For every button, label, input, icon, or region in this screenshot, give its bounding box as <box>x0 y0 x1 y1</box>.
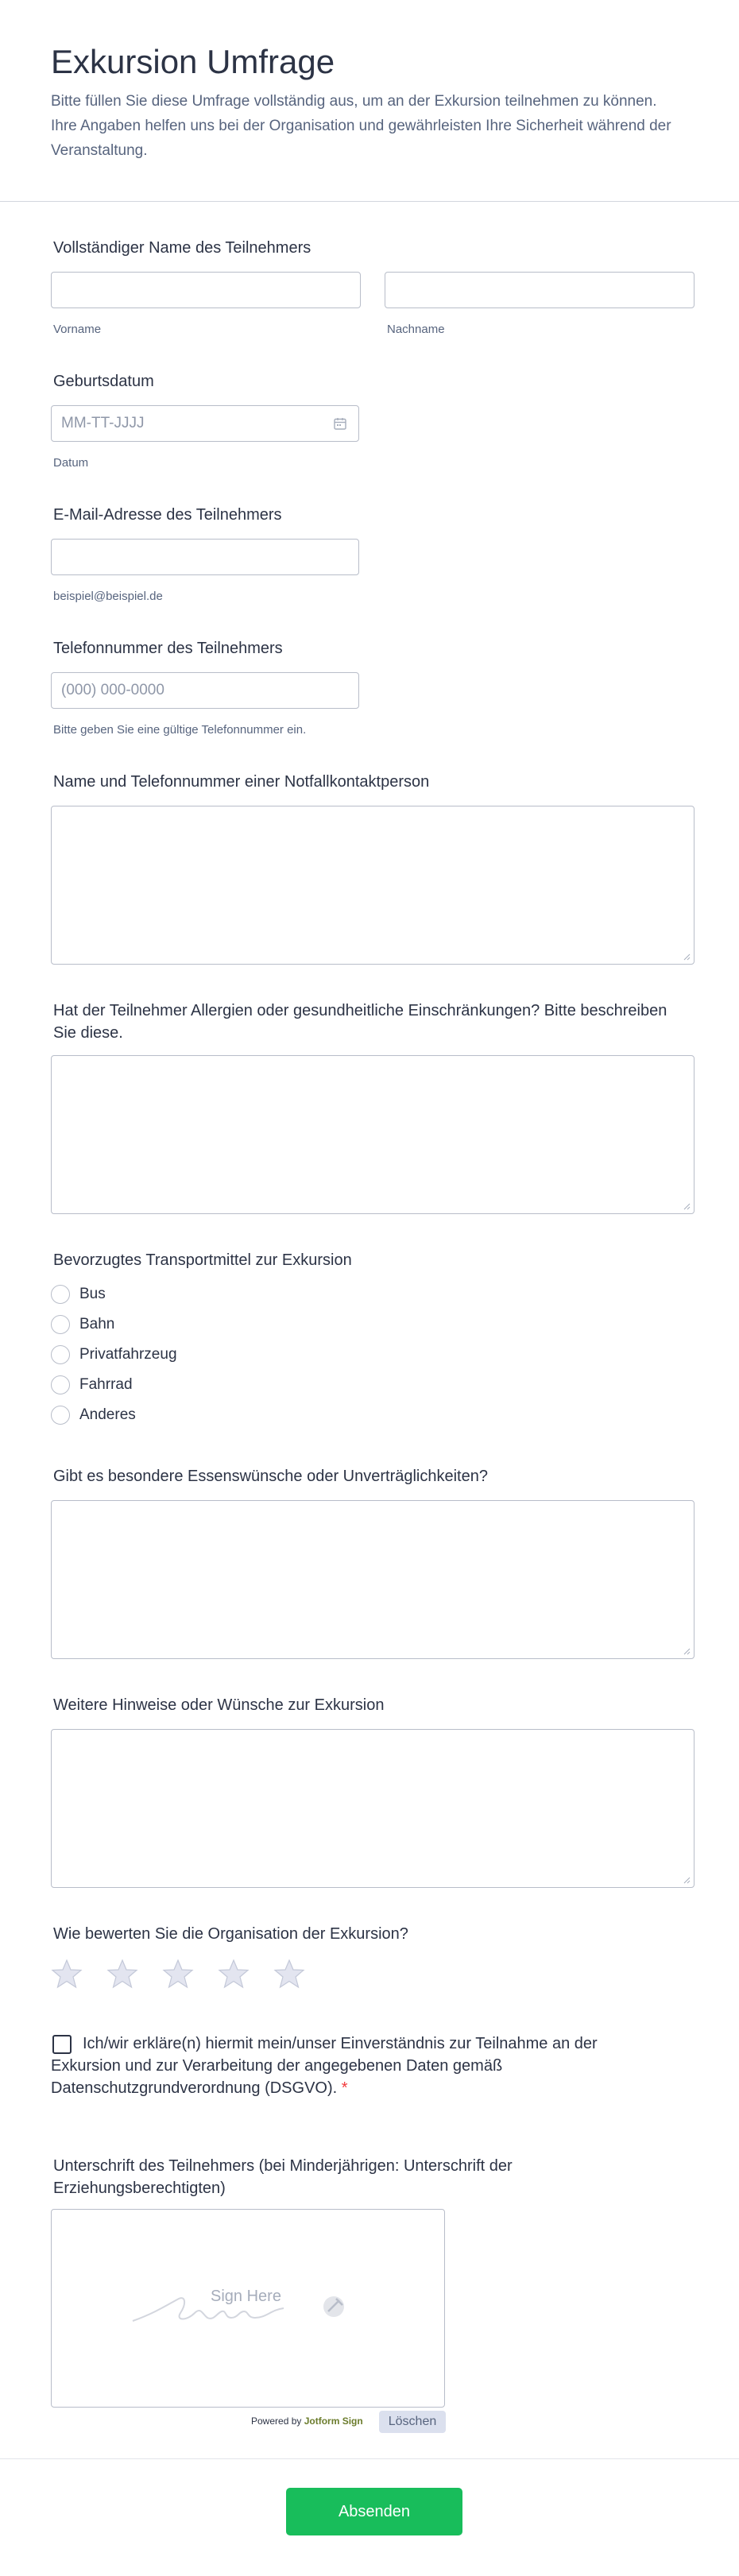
transport-option[interactable] <box>51 1313 114 1336</box>
radio-label: Bahn <box>79 1316 115 1332</box>
form-footer <box>0 2458 739 2576</box>
phone-input[interactable] <box>51 672 359 709</box>
jotform-sign-brand: Jotform Sign <box>304 2415 363 2427</box>
notes-textarea[interactable] <box>51 1729 695 1888</box>
resize-grip-icon[interactable] <box>683 1876 691 1884</box>
required-mark: * <box>341 2079 348 2097</box>
form-description: Bitte füllen Sie diese Umfrage vollständig aus, um an der Exkursion teilnehmen zu können. Ihre Angaben helfen uns bei der Organisation und gewährleisten Ihre Sicherheit während der Veranstaltung. <box>51 93 671 159</box>
consent-text <box>51 2033 623 2099</box>
phone-label: Telefonnummer des Teilnehmers <box>53 640 283 657</box>
birthdate-input[interactable] <box>51 405 359 442</box>
birthdate-label: Geburtsdatum <box>53 373 154 390</box>
radio-label: Privatfahrzeug <box>79 1346 177 1363</box>
full-name-label: Vollständiger Name des Teilnehmers <box>53 239 311 257</box>
submit-button[interactable]: Absenden <box>286 2488 462 2535</box>
phone-sublabel: Bitte geben Sie eine gültige Telefonnummer ein. <box>53 723 307 737</box>
last-name-input[interactable] <box>385 272 695 308</box>
radio-button[interactable] <box>51 1345 70 1364</box>
transport-label: Bevorzugtes Transportmittel zur Exkursion <box>53 1251 352 1269</box>
transport-option[interactable] <box>51 1343 177 1367</box>
star-icon[interactable] <box>273 1958 305 1990</box>
transport-option[interactable] <box>51 1403 136 1427</box>
email-label: E-Mail-Adresse des Teilnehmers <box>53 506 282 524</box>
signature-pad[interactable] <box>51 2209 445 2408</box>
first-name-sublabel: Vorname <box>53 323 102 336</box>
consent-label: Ich/wir erkläre(n) hiermit mein/unser Einverständnis zur Teilnahme an der Exkursion und zur Verarbeitung der angegebenen Daten gemäß Datenschutzgrundverordnung (DSGVO). <box>51 2035 598 2097</box>
calendar-icon[interactable] <box>333 416 347 431</box>
first-name-input[interactable] <box>51 272 361 308</box>
star-icon[interactable] <box>51 1958 83 1990</box>
allergies-label: Hat der Teilnehmer Allergien oder gesundheitliche Einschränkungen? Bitte beschreiben Sie diese. <box>53 1002 667 1042</box>
food-label: Gibt es besondere Essenswünsche oder Unverträglichkeiten? <box>53 1468 488 1485</box>
radio-label: Bus <box>79 1286 106 1302</box>
transport-option[interactable] <box>51 1373 133 1397</box>
radio-button[interactable] <box>51 1315 70 1334</box>
email-input[interactable] <box>51 539 359 575</box>
allergies-textarea[interactable] <box>51 1055 695 1214</box>
radio-label: Anderes <box>79 1406 136 1423</box>
form-title: Exkursion Umfrage <box>51 43 335 80</box>
resize-grip-icon[interactable] <box>683 953 691 961</box>
powered-prefix: Powered by <box>251 2415 302 2427</box>
sign-here-placeholder: Sign Here <box>211 2288 281 2305</box>
email-sublabel: beispiel@beispiel.de <box>53 590 163 603</box>
birthdate-placeholder: MM-TT-JJJJ <box>61 415 145 431</box>
star-icon[interactable] <box>106 1958 138 1990</box>
star-icon[interactable] <box>218 1958 250 1990</box>
radio-button[interactable] <box>51 1285 70 1304</box>
resize-grip-icon[interactable] <box>683 1647 691 1655</box>
radio-button[interactable] <box>51 1406 70 1425</box>
star-rating[interactable] <box>51 1958 329 1990</box>
notes-label: Weitere Hinweise oder Wünsche zur Exkursion <box>53 1696 385 1714</box>
food-textarea[interactable] <box>51 1500 695 1659</box>
fields-layer <box>51 0 739 2575</box>
powered-by <box>251 2415 363 2427</box>
signature-label: Unterschrift des Teilnehmers (bei Minderjährigen: Unterschrift der Erziehungsberechtigten) <box>53 2157 513 2197</box>
emergency-contact-textarea[interactable] <box>51 806 695 965</box>
rating-label: Wie bewerten Sie die Organisation der Exkursion? <box>53 1925 408 1943</box>
clear-signature-button[interactable]: Löschen <box>379 2411 446 2433</box>
transport-option[interactable] <box>51 1282 106 1306</box>
phone-placeholder: (000) 000-0000 <box>61 682 164 698</box>
last-name-sublabel: Nachname <box>387 323 445 336</box>
birthdate-sublabel: Datum <box>53 456 89 470</box>
emergency-contact-label: Name und Telefonnummer einer Notfallkontaktperson <box>53 773 430 791</box>
radio-label: Fahrrad <box>79 1376 133 1393</box>
radio-button[interactable] <box>51 1375 70 1394</box>
star-icon[interactable] <box>162 1958 194 1990</box>
resize-grip-icon[interactable] <box>683 1202 691 1210</box>
